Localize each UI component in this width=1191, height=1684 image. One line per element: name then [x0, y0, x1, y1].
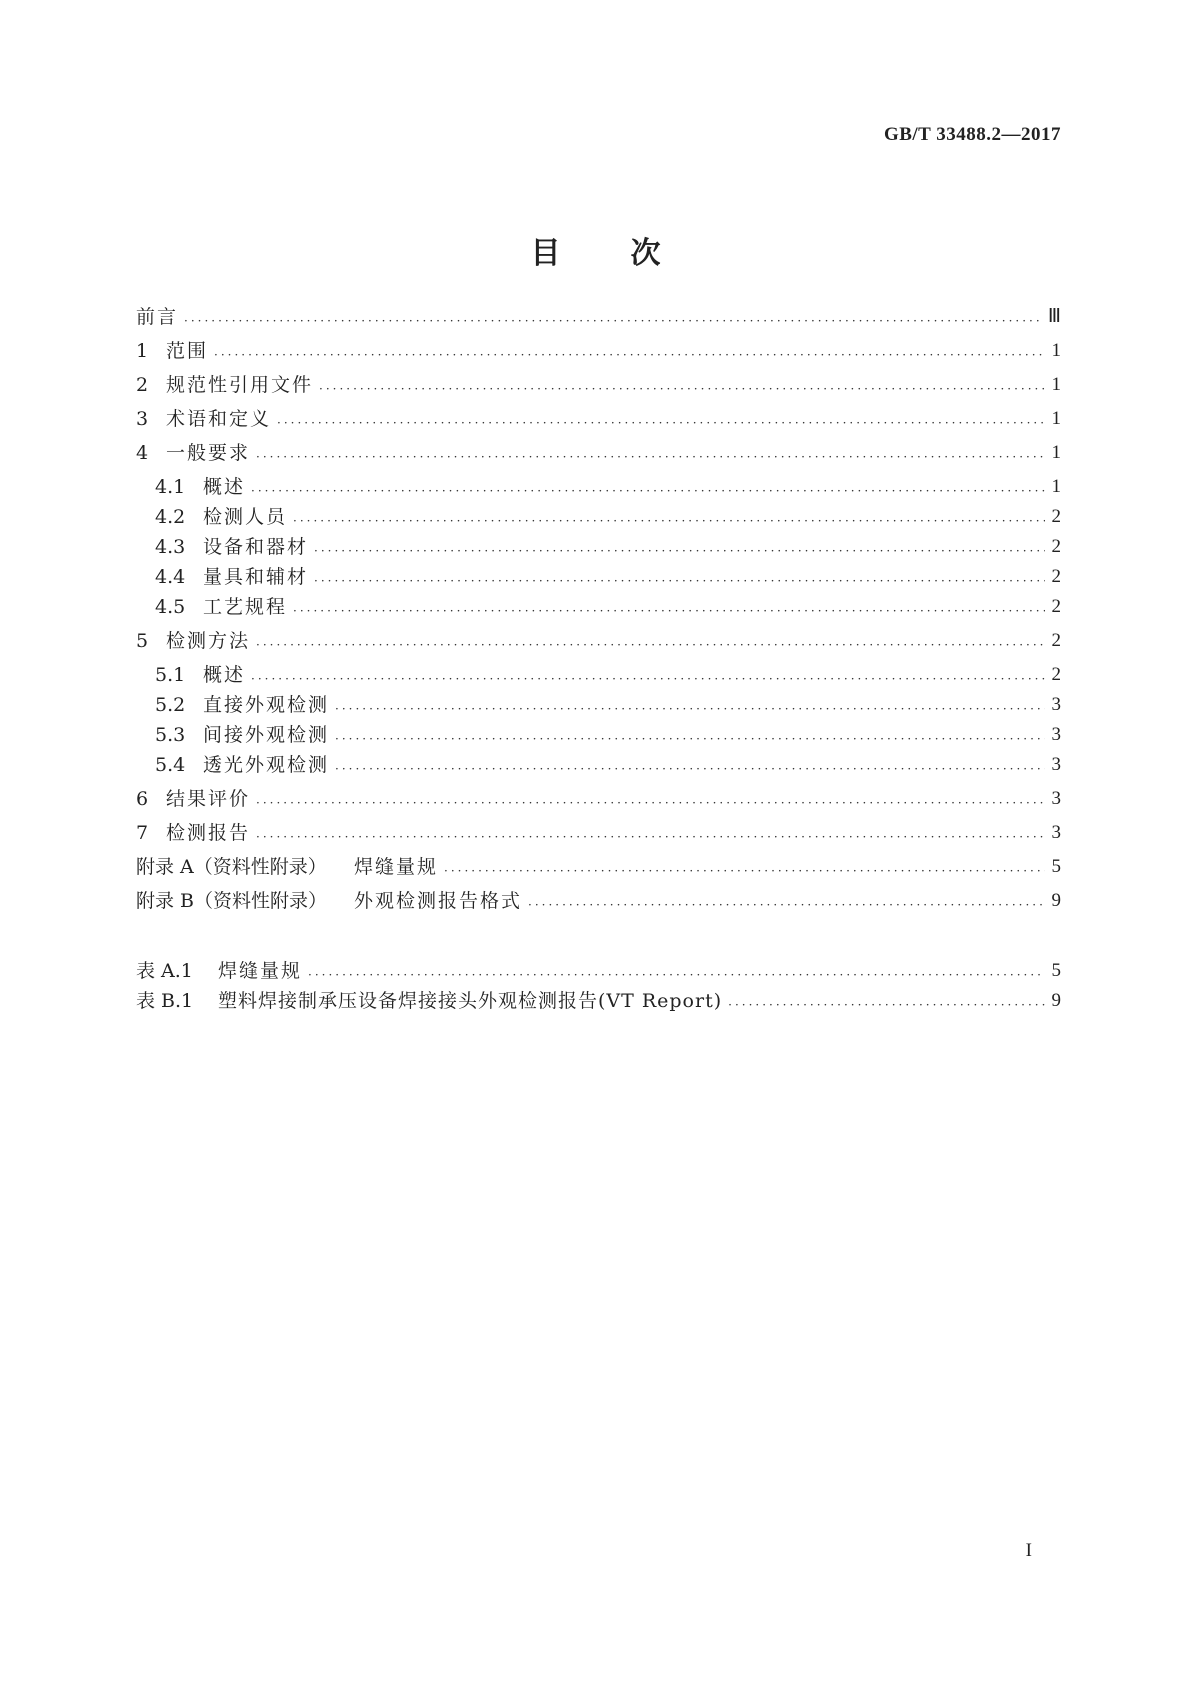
toc-leader	[319, 380, 1045, 398]
toc-page: 1	[1051, 374, 1061, 395]
page-number: I	[1025, 1540, 1032, 1561]
toc-entry-4[interactable]	[136, 440, 1061, 466]
toc-label: 规范性引用文件	[166, 374, 314, 396]
toc-label: 概述	[203, 664, 246, 686]
toc-number: 4.4	[155, 566, 186, 588]
toc-leader	[214, 346, 1045, 364]
toc-entry-1[interactable]	[136, 338, 1061, 364]
toc-page: 5	[1051, 960, 1061, 981]
toc-number: 4.5	[155, 596, 186, 618]
toc-entry-foreword[interactable]	[136, 304, 1061, 330]
toc-leader	[335, 760, 1045, 778]
toc-number: 5.3	[155, 724, 186, 746]
toc-label: 间接外观检测	[203, 724, 330, 746]
toc-page: 9	[1051, 890, 1061, 911]
toc-label: 焊缝量规	[218, 960, 303, 982]
toc-number: 4	[136, 442, 149, 464]
toc-label: 量具和辅材	[203, 566, 309, 588]
toc-leader	[184, 312, 1042, 330]
toc-number: 5.4	[155, 754, 186, 776]
toc-label: 设备和器材	[203, 536, 309, 558]
toc-leader	[256, 448, 1045, 466]
toc-page: 2	[1051, 506, 1061, 527]
toc-number: 表 B.1	[136, 990, 194, 1012]
toc-leader	[308, 966, 1045, 984]
toc-page: 2	[1051, 566, 1061, 587]
toc-number: 6	[136, 788, 149, 810]
toc-entry-4-2[interactable]	[155, 504, 1061, 530]
toc-leader	[293, 602, 1045, 620]
toc-page: Ⅲ	[1047, 306, 1061, 327]
toc-page: 1	[1051, 408, 1061, 429]
toc-entry-7[interactable]	[136, 820, 1061, 846]
toc-leader	[314, 572, 1045, 590]
toc-number: 1	[136, 340, 149, 362]
toc-entry-table-a1[interactable]	[136, 958, 1061, 984]
page-title	[0, 228, 1191, 272]
toc-page: 3	[1051, 724, 1061, 745]
toc-number: 表 A.1	[136, 960, 193, 982]
toc-leader	[256, 794, 1045, 812]
toc-label: 透光外观检测	[203, 754, 330, 776]
toc-entry-annex-a[interactable]	[136, 854, 1061, 880]
toc-entry-annex-b[interactable]	[136, 888, 1061, 914]
toc-label: 一般要求	[166, 442, 251, 464]
toc-leader	[335, 700, 1045, 718]
toc-entry-4-5[interactable]	[155, 594, 1061, 620]
standard-number: GB/T 33488.2—2017	[883, 124, 1061, 145]
toc-page: 9	[1051, 990, 1061, 1011]
toc-number: 5.2	[155, 694, 186, 716]
toc-leader	[256, 636, 1045, 654]
toc-number: 3	[136, 408, 149, 430]
toc-page: 2	[1051, 596, 1061, 617]
toc-number: 5.1	[155, 664, 186, 686]
toc-page: 3	[1051, 822, 1061, 843]
toc-number: 4.1	[155, 476, 186, 498]
toc-label: 检测方法	[166, 630, 251, 652]
toc-leader	[293, 512, 1045, 530]
toc-leader	[277, 414, 1045, 432]
toc-page: 1	[1051, 476, 1061, 497]
toc-leader	[251, 670, 1045, 688]
toc-page: 2	[1051, 536, 1061, 557]
toc-entry-5-4[interactable]	[155, 752, 1061, 778]
toc-leader	[728, 996, 1045, 1014]
toc-label: 范围	[166, 340, 209, 362]
toc-entry-4-3[interactable]	[155, 534, 1061, 560]
toc-number: 附录 B（资料性附录）	[136, 890, 328, 912]
toc-entry-table-b1[interactable]	[136, 988, 1061, 1014]
title-char-2: 次	[630, 236, 661, 271]
toc-entry-5-2[interactable]	[155, 692, 1061, 718]
toc-leader	[251, 482, 1045, 500]
toc-label: 工艺规程	[203, 596, 288, 618]
toc-leader	[314, 542, 1045, 560]
toc-number: 7	[136, 822, 149, 844]
toc-label: 术语和定义	[166, 408, 272, 430]
toc-label: 前言	[136, 306, 179, 328]
toc-number: 5	[136, 630, 149, 652]
toc-label: 直接外观检测	[203, 694, 330, 716]
toc-label: 塑料焊接制承压设备焊接接头外观检测报告(VT Report)	[218, 990, 723, 1012]
toc-entry-3[interactable]	[136, 406, 1061, 432]
toc-leader	[335, 730, 1045, 748]
title-char-1: 目	[530, 236, 561, 271]
toc-number: 附录 A（资料性附录）	[136, 856, 327, 878]
toc-label: 外观检测报告格式	[354, 890, 523, 912]
toc-page: 2	[1051, 664, 1061, 685]
toc-label: 概述	[203, 476, 246, 498]
toc-page: 5	[1051, 856, 1061, 877]
toc-number: 2	[136, 374, 149, 396]
toc-entry-5-1[interactable]	[155, 662, 1061, 688]
toc-number: 4.3	[155, 536, 186, 558]
toc-entry-2[interactable]	[136, 372, 1061, 398]
toc-page: 1	[1051, 340, 1061, 361]
toc-page: 3	[1051, 754, 1061, 775]
toc-page: 3	[1051, 694, 1061, 715]
toc-page: 1	[1051, 442, 1061, 463]
toc-page: 2	[1051, 630, 1061, 651]
toc-page: 3	[1051, 788, 1061, 809]
toc-entry-4-1[interactable]	[155, 474, 1061, 500]
toc-label: 焊缝量规	[354, 856, 439, 878]
toc-leader	[444, 862, 1045, 880]
toc-label: 检测报告	[166, 822, 251, 844]
toc-entry-4-4[interactable]	[155, 564, 1061, 590]
toc-entry-5-3[interactable]	[155, 722, 1061, 748]
toc-entry-5[interactable]	[136, 628, 1061, 654]
toc-label: 检测人员	[203, 506, 288, 528]
toc-number: 4.2	[155, 506, 186, 528]
toc-leader	[256, 828, 1045, 846]
toc-leader	[528, 896, 1045, 914]
toc-entry-6[interactable]	[136, 786, 1061, 812]
toc-label: 结果评价	[166, 788, 251, 810]
